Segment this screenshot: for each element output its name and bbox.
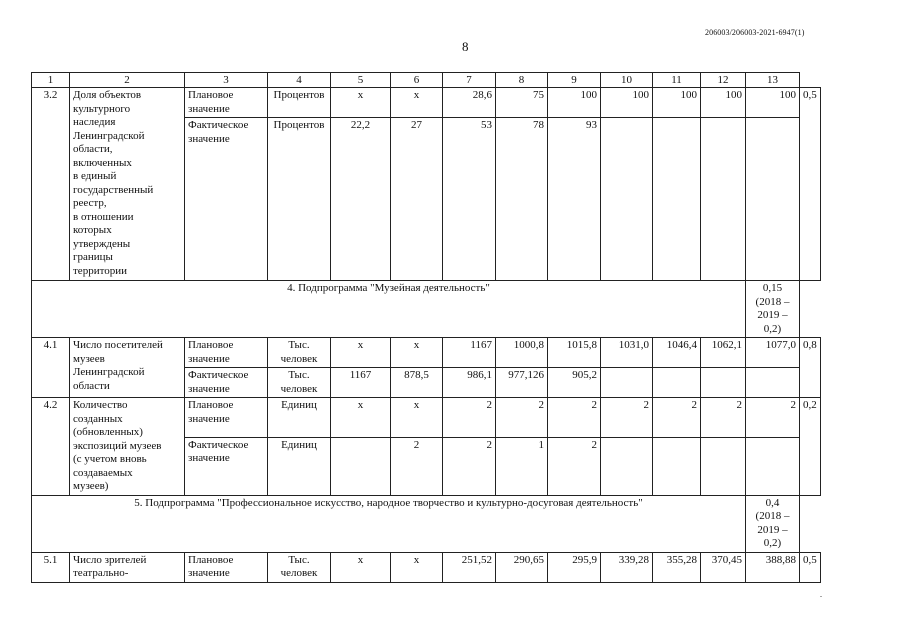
fact-value: 977,126 xyxy=(496,368,548,398)
indicator-weight: 0,5 xyxy=(800,552,821,582)
fact-value xyxy=(601,437,653,495)
unit xyxy=(268,437,331,495)
subprogram-title: 4. Подпрограмма "Музейная деятельность" xyxy=(32,281,746,338)
fact-value xyxy=(601,118,653,281)
plan-value: 1000,8 xyxy=(496,338,548,368)
text-line: Плановое xyxy=(188,399,234,411)
text-line: Число посетителей xyxy=(73,339,163,351)
text-line: Количество xyxy=(73,399,128,411)
fact-value xyxy=(331,437,391,495)
unit xyxy=(268,118,331,281)
column-number-cell: 8 xyxy=(496,73,548,88)
text-line: государственный xyxy=(73,183,154,196)
text-line: (с учетом вновь xyxy=(73,453,147,465)
indicator-row-plan xyxy=(32,88,821,118)
indicator-name xyxy=(70,552,185,582)
text-line: в единый xyxy=(73,170,117,182)
text-line: 0,4 xyxy=(765,496,780,509)
unit xyxy=(268,398,331,438)
fact-value xyxy=(746,437,800,495)
text-line: человек xyxy=(280,382,318,395)
text-line: Тыс. xyxy=(288,369,310,381)
fact-value xyxy=(746,118,800,281)
fact-value xyxy=(653,118,701,281)
text-line: 2019 – xyxy=(757,309,788,321)
column-number-cell: 9 xyxy=(548,73,601,88)
text-line: значение xyxy=(188,412,230,425)
fact-value xyxy=(701,368,746,398)
text-line: Процентов xyxy=(273,119,325,131)
text-line: значение xyxy=(188,382,230,395)
text-line: наследия xyxy=(73,116,116,128)
value-type xyxy=(185,118,268,281)
plan-value: x xyxy=(391,88,443,118)
plan-value: 388,88 xyxy=(746,552,800,582)
text-line: Фактическое xyxy=(188,369,249,381)
text-line: значение xyxy=(188,102,230,115)
value-type xyxy=(185,552,268,582)
fact-value: 2 xyxy=(391,437,443,495)
subprogram-row xyxy=(32,281,821,338)
plan-value: 251,52 xyxy=(443,552,496,582)
indicator-row-plan xyxy=(32,398,821,438)
text-line: 0,2) xyxy=(763,537,782,549)
fact-value: 905,2 xyxy=(548,368,601,398)
text-line: значение xyxy=(188,352,230,365)
text-line: Число зрителей xyxy=(73,553,147,566)
plan-value: x xyxy=(391,338,443,368)
text-line: которых xyxy=(73,224,112,236)
text-line: (2018 – xyxy=(755,295,790,308)
text-line: Плановое xyxy=(188,339,234,351)
plan-value: 1031,0 xyxy=(601,338,653,368)
plan-value: 100 xyxy=(746,88,800,118)
value-type xyxy=(185,437,268,495)
value-type xyxy=(185,338,268,368)
indicator-row-plan xyxy=(32,338,821,368)
unit xyxy=(268,368,331,398)
text-line: Процентов xyxy=(273,89,325,101)
footer-mark: . xyxy=(820,590,822,599)
text-line: Тыс. xyxy=(288,339,310,351)
value-type xyxy=(185,398,268,438)
unit xyxy=(268,88,331,118)
plan-value: 339,28 xyxy=(601,552,653,582)
plan-value: x xyxy=(331,88,391,118)
text-line: значение xyxy=(188,567,230,579)
plan-value: 1167 xyxy=(443,338,496,368)
indicator-weight: 0,5 xyxy=(800,88,821,281)
text-line: включенных xyxy=(73,156,132,169)
column-number-cell: 10 xyxy=(601,73,653,88)
column-number-row xyxy=(32,73,821,88)
text-line: музеев xyxy=(73,352,105,365)
column-number-cell: 11 xyxy=(653,73,701,88)
unit xyxy=(268,338,331,368)
column-number-cell: 5 xyxy=(331,73,391,88)
plan-value: 2 xyxy=(601,398,653,438)
text-line: (2018 – xyxy=(755,510,790,522)
value-type xyxy=(185,368,268,398)
value-type xyxy=(185,88,268,118)
plan-value: 290,65 xyxy=(496,552,548,582)
text-line: человек xyxy=(280,567,318,579)
text-line: территории xyxy=(73,264,128,277)
text-line: границы xyxy=(73,251,113,263)
column-number-cell: 7 xyxy=(443,73,496,88)
indicator-number: 5.1 xyxy=(32,552,70,582)
plan-value: x xyxy=(391,552,443,582)
fact-value: 878,5 xyxy=(391,368,443,398)
subprogram-title: 5. Подпрограмма "Профессиональное искусство, народное творчество и культурно-досуговая деятельность" xyxy=(32,495,746,552)
column-number-cell: 2 xyxy=(70,73,185,88)
fact-value xyxy=(653,437,701,495)
unit xyxy=(268,552,331,582)
text-line: Плановое xyxy=(188,89,234,101)
indicator-number: 4.1 xyxy=(32,338,70,398)
text-line: реестр, xyxy=(73,197,107,209)
fact-value xyxy=(701,437,746,495)
indicator-row-plan xyxy=(32,552,821,582)
fact-value: 1 xyxy=(496,437,548,495)
fact-value: 53 xyxy=(443,118,496,281)
text-line: Единиц xyxy=(281,399,317,411)
text-line: значение xyxy=(188,132,230,145)
fact-value: 27 xyxy=(391,118,443,281)
text-line: утверждены xyxy=(73,237,131,250)
fact-value xyxy=(746,368,800,398)
plan-value: 2 xyxy=(653,398,701,438)
plan-value: 2 xyxy=(746,398,800,438)
text-line: создаваемых xyxy=(73,466,133,479)
document-id: 206003/206003-2021-6947(1) xyxy=(705,28,805,37)
text-line: (обновленных) xyxy=(73,426,143,438)
subprogram-row xyxy=(32,495,821,552)
text-line: музеев) xyxy=(73,480,109,492)
text-line: 0,15 xyxy=(762,282,783,294)
plan-value: 1077,0 xyxy=(746,338,800,368)
indicator-name xyxy=(70,88,185,281)
text-line: человек xyxy=(280,352,318,365)
column-number-cell: 12 xyxy=(701,73,746,88)
fact-value xyxy=(653,368,701,398)
fact-value xyxy=(601,368,653,398)
text-line: Фактическое xyxy=(188,438,249,451)
fact-value: 93 xyxy=(548,118,601,281)
text-line: театрально- xyxy=(73,567,129,579)
plan-value: 2 xyxy=(548,398,601,438)
plan-value: 100 xyxy=(601,88,653,118)
plan-value: 1062,1 xyxy=(701,338,746,368)
column-number-cell: 13 xyxy=(746,73,800,88)
fact-value: 78 xyxy=(496,118,548,281)
plan-value: x xyxy=(331,552,391,582)
text-line: 0,2) xyxy=(763,322,782,335)
indicator-weight: 0,8 xyxy=(800,338,821,398)
subprogram-weight xyxy=(746,281,800,338)
plan-value: 100 xyxy=(701,88,746,118)
text-line: Доля объектов xyxy=(73,89,142,101)
column-number-cell: 3 xyxy=(185,73,268,88)
plan-value: x xyxy=(391,398,443,438)
text-line: Тыс. xyxy=(288,553,310,566)
fact-value: 2 xyxy=(443,437,496,495)
fact-value: 986,1 xyxy=(443,368,496,398)
indicator-name xyxy=(70,338,185,398)
plan-value: 1015,8 xyxy=(548,338,601,368)
text-line: 2019 – xyxy=(757,523,788,536)
subprogram-weight xyxy=(746,495,800,552)
plan-value: x xyxy=(331,398,391,438)
text-line: области xyxy=(73,379,110,392)
text-line: экспозиций музеев xyxy=(73,439,162,452)
fact-value: 2 xyxy=(548,437,601,495)
text-line: Ленинградской xyxy=(73,366,145,378)
indicator-name xyxy=(70,398,185,496)
indicators-table xyxy=(31,72,821,583)
text-line: Плановое xyxy=(188,553,234,566)
plan-value: x xyxy=(331,338,391,368)
plan-value: 2 xyxy=(701,398,746,438)
plan-value: 28,6 xyxy=(443,88,496,118)
text-line: области, xyxy=(73,143,113,155)
column-number-cell: 4 xyxy=(268,73,331,88)
plan-value: 1046,4 xyxy=(653,338,701,368)
plan-value: 370,45 xyxy=(701,552,746,582)
text-line: Единиц xyxy=(281,438,317,451)
fact-value xyxy=(701,118,746,281)
text-line: Ленинградской xyxy=(73,129,145,142)
plan-value: 295,9 xyxy=(548,552,601,582)
plan-value: 2 xyxy=(496,398,548,438)
column-number-cell: 6 xyxy=(391,73,443,88)
page-number: 8 xyxy=(462,39,469,54)
indicator-number: 3.2 xyxy=(32,88,70,281)
fact-value: 22,2 xyxy=(331,118,391,281)
text-line: культурного xyxy=(73,102,131,115)
plan-value: 355,28 xyxy=(653,552,701,582)
indicator-weight: 0,2 xyxy=(800,398,821,496)
text-line: Фактическое xyxy=(188,119,249,131)
plan-value: 75 xyxy=(496,88,548,118)
plan-value: 2 xyxy=(443,398,496,438)
fact-value: 1167 xyxy=(331,368,391,398)
text-line: созданных xyxy=(73,412,123,425)
column-number-cell: 1 xyxy=(32,73,70,88)
text-line: в отношении xyxy=(73,210,134,223)
plan-value: 100 xyxy=(653,88,701,118)
plan-value: 100 xyxy=(548,88,601,118)
indicator-number: 4.2 xyxy=(32,398,70,496)
text-line: значение xyxy=(188,452,230,464)
